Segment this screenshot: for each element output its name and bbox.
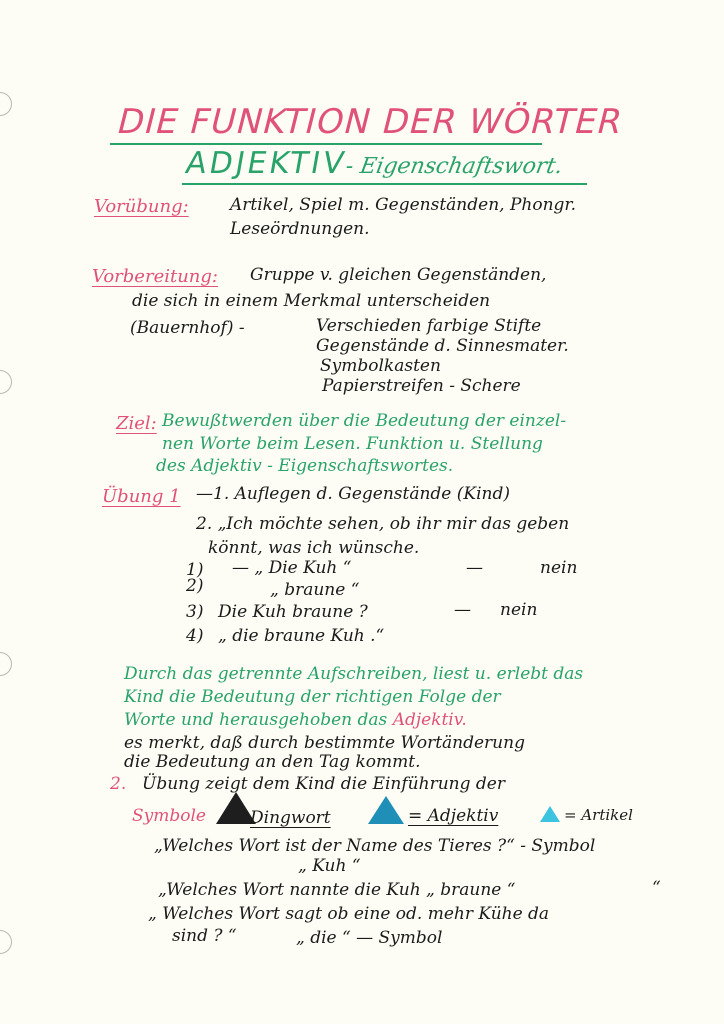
artikel-triangle-icon — [540, 806, 560, 822]
vorbereitung-line: Verschieden farbige Stifte — [316, 316, 542, 336]
subtitle-main: ADJEKTIV — [182, 146, 350, 181]
paragraph-line: es merkt, daß durch bestimmte Wortänderung — [124, 733, 525, 753]
item-text: — „ Die Kuh “ — [232, 558, 352, 578]
question-line: „ Kuh “ — [298, 856, 361, 876]
title-underline — [110, 143, 542, 145]
question-line: “ — [652, 878, 661, 898]
paragraph-green-text: Worte und herausgehoben das — [124, 710, 388, 730]
ubung1-line: —1. Auflegen d. Gegenstände (Kind) — [196, 484, 510, 504]
item-number: 2) — [186, 576, 204, 596]
vorbereitung-line: Gruppe v. gleichen Gegenständen, — [250, 265, 547, 285]
vorbereitung-line: Symbolkasten — [320, 356, 441, 376]
vorbereitung-line: Papierstreifen - Schere — [322, 376, 521, 396]
ziel-label: Ziel: — [116, 413, 157, 434]
question-line: „Welches Wort nannte die Kuh „ braune “ — [158, 880, 516, 900]
symbole-adjektiv: = Adjektiv — [408, 806, 499, 826]
paragraph-line — [124, 710, 467, 730]
paragraph-pink-word: Adjektiv. — [392, 710, 467, 730]
symbole-artikel: = Artikel — [564, 806, 633, 824]
punch-hole — [0, 370, 12, 394]
paragraph-line: Durch das getrennte Aufschreiben, liest u. erlebt das — [124, 664, 584, 684]
subtitle — [183, 146, 566, 181]
item-number: 4) — [186, 626, 204, 646]
ubung1-line: 2. „Ich möchte sehen, ob ihr mir das geben — [196, 514, 570, 534]
question-line: „Welches Wort ist der Name des Tieres ?“ - Symbol — [154, 836, 596, 856]
subtitle-underline — [182, 183, 587, 185]
ziel-line: Bewußtwerden über die Bedeutung der einzel- — [162, 411, 567, 431]
question-line: „ Welches Wort sagt ob eine od. mehr Kühe da — [148, 904, 550, 924]
page-title: DIE FUNKTION DER WÖRTER — [113, 102, 628, 142]
item-dash: — — [466, 558, 483, 578]
item-answer: nein — [540, 558, 578, 578]
ubung1-line: könnt, was ich wünsche. — [208, 538, 420, 558]
item-number: 1) — [186, 560, 204, 580]
item-text: Die Kuh braune ? — [218, 602, 368, 622]
ubung2-number: 2. — [110, 774, 127, 794]
item-text: „ die braune Kuh .“ — [218, 626, 385, 646]
paragraph-line: die Bedeutung an den Tag kommt. — [124, 752, 421, 772]
question-line: sind ? “ — [172, 926, 237, 946]
ziel-line: des Adjektiv - Eigenschaftswortes. — [156, 456, 454, 476]
adjektiv-triangle-icon — [368, 796, 404, 824]
paragraph-line: Kind die Bedeutung der richtigen Folge der — [124, 687, 501, 707]
item-number: 3) — [186, 602, 204, 622]
vorubung-label: Vorübung: — [94, 196, 189, 217]
punch-hole — [0, 930, 12, 954]
ubung2-text: Übung zeigt dem Kind die Einführung der — [142, 774, 505, 794]
question-line: „ die “ — Symbol — [296, 928, 443, 948]
punch-hole — [0, 92, 12, 116]
ubung1-label: Übung 1 — [102, 486, 181, 507]
symbole-label: Symbole — [132, 806, 206, 826]
vorbereitung-line: die sich in einem Merkmal unterscheiden — [132, 291, 491, 311]
vorubung-line: Leseördnungen. — [230, 219, 370, 239]
vorubung-line: Artikel, Spiel m. Gegenständen, Phongr. — [230, 195, 577, 215]
punch-hole — [0, 652, 12, 676]
vorbereitung-label: Vorbereitung: — [92, 266, 218, 287]
symbole-dingwort: Dingwort — [250, 808, 331, 828]
ziel-line: nen Worte beim Lesen. Funktion u. Stellung — [162, 434, 543, 454]
item-answer: nein — [500, 600, 538, 620]
item-dash: — — [454, 600, 471, 620]
vorbereitung-line: (Bauernhof) - — [130, 318, 245, 338]
vorbereitung-line: Gegenstände d. Sinnesmater. — [316, 336, 569, 356]
item-text: „ braune “ — [270, 580, 360, 600]
subtitle-suffix: - Eigenschaftswort. — [343, 154, 565, 179]
